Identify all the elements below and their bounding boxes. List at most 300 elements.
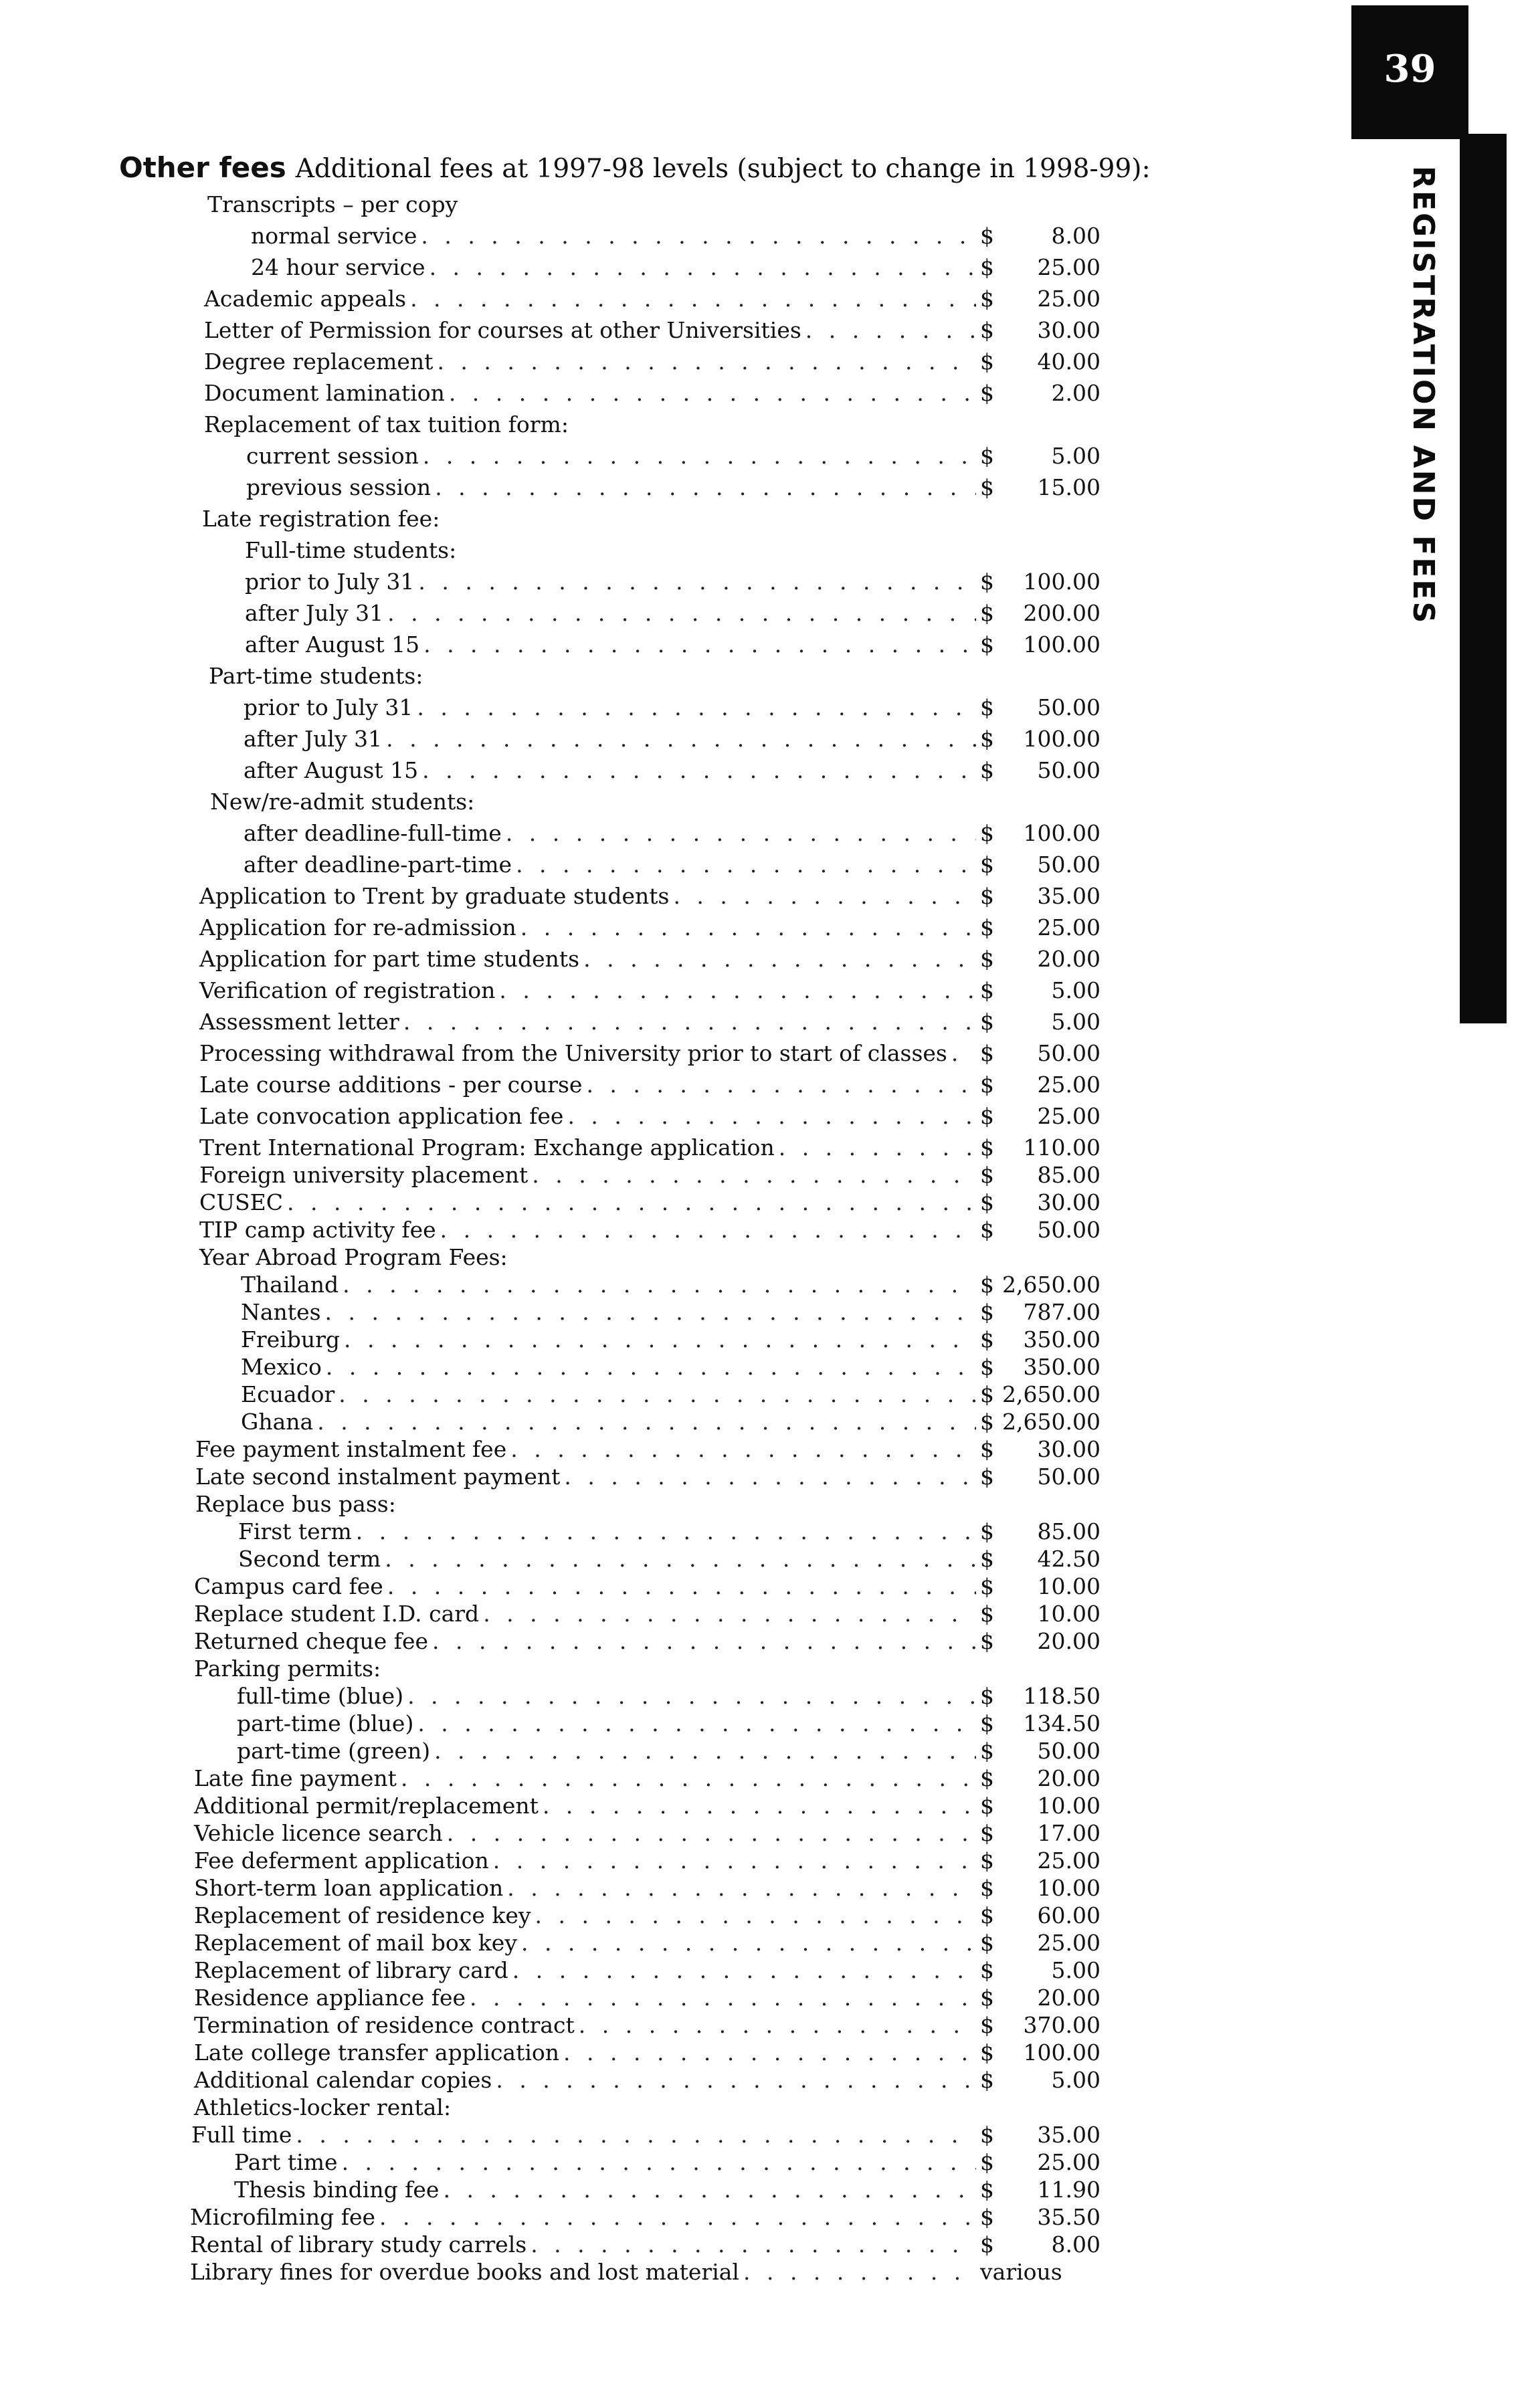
fee-amount: 30.00 [1037, 1189, 1101, 1215]
fee-label: prior to July 31 [244, 694, 413, 720]
fee-currency: $ [980, 286, 994, 312]
dot-leader [510, 1436, 976, 1462]
dot-leader [421, 223, 976, 249]
fee-row [195, 1464, 1101, 1490]
fee-group-heading: Transcripts – per copy [207, 191, 458, 217]
fee-amount: 10.00 [1037, 1601, 1101, 1627]
dot-leader [543, 1793, 976, 1819]
fee-amount: 35.00 [1037, 883, 1101, 909]
fee-currency: $ [980, 757, 994, 783]
fee-amount: 5.00 [1051, 1009, 1101, 1035]
fee-amount: 100.00 [1023, 820, 1101, 846]
fee-currency: $ [980, 443, 994, 469]
fee-label: after deadline-full-time [244, 820, 502, 846]
fee-currency: $ [980, 2177, 994, 2203]
fee-label: Ghana [241, 1409, 314, 1435]
fee-amount: 20.00 [1037, 946, 1101, 972]
fee-row [244, 757, 1101, 784]
fee-label: Late college transfer application [194, 2039, 560, 2066]
fee-currency: $ [980, 569, 994, 595]
fee-row [194, 1902, 1101, 1929]
fee-amount: 20.00 [1037, 1628, 1101, 1654]
fee-label: Ecuador [241, 1381, 335, 1407]
fee-row [241, 1381, 1101, 1408]
dot-leader [496, 2067, 976, 2093]
fee-row [238, 1518, 1101, 1545]
fee-amount: 5.00 [1051, 977, 1101, 1003]
fee-row [199, 1072, 1101, 1098]
fee-label: Late fine payment [194, 1765, 397, 1791]
fee-row [191, 2122, 1101, 2148]
fee-row [241, 1299, 1101, 1326]
dot-leader [422, 757, 976, 783]
dot-leader [779, 1134, 976, 1161]
fee-label: TIP camp activity fee [199, 1217, 436, 1243]
fee-row [244, 820, 1101, 847]
dot-leader [483, 1601, 976, 1627]
dot-leader [344, 1326, 976, 1352]
fee-label: after August 15 [245, 631, 420, 658]
dot-leader [317, 1409, 976, 1435]
fee-amount: 50.00 [1037, 851, 1101, 878]
fee-currency: $ [980, 1134, 994, 1161]
fee-label: Late convocation application fee [199, 1103, 564, 1129]
fee-currency: $ [980, 1573, 994, 1599]
dot-leader [521, 1930, 976, 1956]
dot-leader [407, 1683, 976, 1709]
fee-amount: 5.00 [1051, 443, 1101, 469]
fee-label: Additional permit/replacement [194, 1793, 539, 1819]
fee-row [190, 2204, 1101, 2231]
fee-label: Freiburg [241, 1326, 341, 1352]
fee-label: Vehicle licence search [194, 1820, 443, 1846]
fee-amount: 30.00 [1037, 317, 1101, 343]
fee-amount: 50.00 [1037, 694, 1101, 720]
fee-currency: $ [980, 1957, 994, 1983]
fee-label: Short-term loan application [194, 1875, 504, 1901]
fee-row [199, 1134, 1101, 1161]
fee-amount: 25.00 [1037, 1930, 1101, 1956]
fee-row [245, 600, 1101, 627]
fee-amount: 370.00 [1023, 2012, 1101, 2038]
dot-leader [743, 2259, 976, 2285]
fee-currency: $ [980, 883, 994, 909]
fee-row [199, 1009, 1101, 1035]
fee-amount: 15.00 [1037, 474, 1101, 500]
fee-row [237, 1738, 1101, 1765]
fee-amount: 200.00 [1023, 600, 1101, 626]
fee-label: Degree replacement [204, 348, 434, 375]
fee-currency: $ [980, 2012, 994, 2038]
dot-leader [437, 348, 976, 375]
fee-currency: $ [980, 1354, 994, 1380]
fee-label: Trent International Program: Exchange application [199, 1134, 775, 1161]
fee-label: Foreign university placement [199, 1162, 529, 1188]
fee-amount: 100.00 [1023, 726, 1101, 752]
fee-row [194, 1765, 1101, 1792]
fee-group-heading: Year Abroad Program Fees: [199, 1244, 508, 1270]
dot-leader [516, 851, 976, 878]
fee-amount: 30.00 [1037, 1436, 1101, 1462]
dot-leader [343, 1272, 976, 1298]
dot-leader [567, 1103, 976, 1129]
fee-amount: 350.00 [1023, 1354, 1101, 1380]
fee-label: Verification of registration [199, 977, 496, 1003]
fee-label: Additional calendar copies [194, 2067, 492, 2093]
fee-label: prior to July 31 [245, 569, 415, 595]
fee-amount: 25.00 [1037, 286, 1101, 312]
dot-leader [449, 380, 976, 406]
fee-group-heading: New/re-admit students: [210, 789, 475, 815]
dot-leader [423, 443, 976, 469]
fee-label: First term [238, 1518, 352, 1544]
fee-row [194, 2039, 1101, 2066]
fee-currency: $ [980, 1847, 994, 1874]
fee-currency: $ [980, 2122, 994, 2148]
fee-row [237, 1710, 1101, 1737]
fee-label: Thesis binding fee [234, 2177, 440, 2203]
fee-amount: 8.00 [1051, 2231, 1101, 2258]
fee-currency: $ [980, 2067, 994, 2093]
fee-amount: various [980, 2259, 1062, 2285]
fee-row [199, 914, 1101, 941]
dot-leader [387, 1573, 976, 1599]
fee-currency: $ [980, 694, 994, 720]
fee-label: Thailand [241, 1272, 339, 1298]
fee-currency: $ [980, 1436, 994, 1462]
fee-group-heading: Replace bus pass: [195, 1491, 396, 1517]
dot-leader [417, 1710, 976, 1736]
fee-row [194, 1628, 1101, 1655]
fee-amount: 10.00 [1037, 1875, 1101, 1901]
fee-label: CUSEC [199, 1189, 284, 1215]
fee-label: Part time [234, 2149, 338, 2175]
fee-label: Mexico [241, 1354, 322, 1380]
dot-leader [401, 1765, 976, 1791]
fee-group-heading: Part-time students: [209, 663, 423, 689]
fee-currency: $ [980, 1738, 994, 1764]
fee-row [199, 1040, 1101, 1067]
fee-row [204, 348, 1101, 375]
fee-group-heading: Late registration fee: [202, 506, 440, 532]
fee-label: Processing withdrawal from the University prior to start of classes [199, 1040, 947, 1066]
fee-currency: $ [980, 914, 994, 940]
fee-row [246, 474, 1101, 501]
fee-row [234, 2149, 1101, 2176]
fee-amount: 25.00 [1037, 914, 1101, 940]
fee-row [251, 223, 1101, 249]
dot-leader [583, 946, 976, 972]
fee-group-heading: Parking permits: [194, 1656, 381, 1682]
fee-currency: $ [980, 631, 994, 658]
fee-amount: 50.00 [1037, 1738, 1101, 1764]
dot-leader [339, 1381, 976, 1407]
fee-amount: 40.00 [1037, 348, 1101, 375]
fee-amount: 25.00 [1037, 2149, 1101, 2175]
page-number: 39 [1383, 47, 1436, 91]
fee-amount: 2,650.00 [1002, 1409, 1101, 1435]
fee-currency: $ [980, 254, 994, 280]
fee-row [245, 569, 1101, 595]
fee-row [244, 851, 1101, 878]
fee-label: Termination of residence contract [194, 2012, 575, 2038]
fee-row [194, 1875, 1101, 1902]
fee-currency: $ [980, 1546, 994, 1572]
fee-currency: $ [980, 726, 994, 752]
dot-leader [470, 1985, 976, 2011]
fee-currency: $ [980, 2149, 994, 2175]
fee-row [194, 2067, 1101, 2094]
fee-currency: $ [980, 1518, 994, 1544]
fee-row [199, 1217, 1101, 1243]
fee-currency: $ [980, 2204, 994, 2230]
dot-leader [432, 1628, 976, 1654]
dot-leader [535, 1902, 976, 1928]
dot-leader [429, 254, 976, 280]
fee-label: previous session [246, 474, 432, 500]
dot-leader [520, 914, 976, 940]
dot-leader [532, 1162, 976, 1188]
fee-label: Replace student I.D. card [194, 1601, 480, 1627]
dot-leader [410, 286, 976, 312]
fee-label: Microfilming fee [190, 2204, 376, 2230]
fee-row [241, 1326, 1101, 1353]
dot-leader [434, 1738, 976, 1764]
fee-row [241, 1409, 1101, 1435]
fee-label: Assessment letter [199, 1009, 399, 1035]
fee-amount: 20.00 [1037, 1985, 1101, 2011]
fee-currency: $ [980, 1930, 994, 1956]
fee-label: Academic appeals [204, 286, 407, 312]
fee-amount: 100.00 [1023, 2039, 1101, 2066]
fee-label: part-time (green) [237, 1738, 431, 1764]
fee-currency: $ [980, 1162, 994, 1188]
fee-group-heading: Full-time students: [245, 537, 457, 563]
fee-currency: $ [980, 1189, 994, 1215]
fee-currency: $ [980, 474, 994, 500]
fee-currency: $ [980, 380, 994, 406]
fee-currency: $ [980, 1985, 994, 2011]
fee-label: Full time [191, 2122, 292, 2148]
fee-amount: 787.00 [1023, 1299, 1101, 1325]
fee-currency: $ [980, 820, 994, 846]
fee-label: Returned cheque fee [194, 1628, 428, 1654]
fee-row [199, 1162, 1101, 1189]
fee-amount: 60.00 [1037, 1902, 1101, 1928]
fee-row [199, 883, 1101, 910]
fee-amount: 85.00 [1037, 1162, 1101, 1188]
fee-currency: $ [980, 317, 994, 343]
fee-row [244, 694, 1101, 721]
fee-amount: 50.00 [1037, 1040, 1101, 1066]
dot-leader [326, 1354, 976, 1380]
dot-leader [418, 569, 976, 595]
fee-currency: $ [980, 1902, 994, 1928]
fee-amount: 10.00 [1037, 1793, 1101, 1819]
fee-label: full-time (blue) [237, 1683, 404, 1709]
fee-label: Second term [238, 1546, 381, 1572]
fee-label: after July 31 [244, 726, 383, 752]
fee-row [204, 286, 1101, 312]
fee-currency: $ [980, 1040, 994, 1066]
dot-leader [805, 317, 976, 343]
dot-leader [564, 1464, 976, 1490]
fee-label: Rental of library study carrels [190, 2231, 527, 2258]
fee-currency: $ [980, 2039, 994, 2066]
fee-amount: 2.00 [1051, 380, 1101, 406]
fee-row [199, 977, 1101, 1004]
dot-leader [579, 2012, 976, 2038]
fee-amount: 5.00 [1051, 2067, 1101, 2093]
dot-leader [287, 1189, 976, 1215]
fee-row [195, 1436, 1101, 1463]
fee-currency: $ [980, 1820, 994, 1846]
dot-leader [447, 1820, 976, 1846]
dot-leader [506, 820, 976, 846]
fee-currency: $ [980, 1103, 994, 1129]
fee-row [238, 1546, 1101, 1573]
fee-currency: $ [980, 1875, 994, 1901]
fee-label: Application for re-admission [199, 914, 516, 940]
fee-label: 24 hour service [251, 254, 425, 280]
fee-amount: 50.00 [1037, 1464, 1101, 1490]
fee-currency: $ [980, 223, 994, 249]
dot-leader [417, 694, 976, 720]
fee-row [190, 2259, 1101, 2286]
dot-leader [325, 1299, 976, 1325]
fee-amount: 110.00 [1023, 1134, 1101, 1161]
fee-currency: $ [980, 1381, 994, 1407]
fee-row [199, 1189, 1101, 1216]
fee-amount: 42.50 [1037, 1546, 1101, 1572]
fee-amount: 50.00 [1037, 1217, 1101, 1243]
fee-row [194, 2012, 1101, 2039]
fee-currency: $ [980, 946, 994, 972]
fee-row [199, 1103, 1101, 1130]
fee-row [194, 1601, 1101, 1627]
heading-title: Other fees [119, 151, 286, 184]
fee-amount: 134.50 [1023, 1710, 1101, 1736]
fee-label: Fee deferment application [194, 1847, 489, 1874]
fee-amount: 20.00 [1037, 1765, 1101, 1791]
fee-label: Late second instalment payment [195, 1464, 561, 1490]
fee-label: Replacement of residence key [194, 1902, 531, 1928]
fee-amount: 25.00 [1037, 1072, 1101, 1098]
fee-currency: $ [980, 1217, 994, 1243]
fee-label: Application to Trent by graduate students [199, 883, 670, 909]
heading-subtitle: Additional fees at 1997-98 levels (subject to change in 1998-99): [295, 154, 1151, 184]
fee-amount: 11.90 [1037, 2177, 1101, 2203]
fee-amount: 25.00 [1037, 254, 1101, 280]
dot-leader [493, 1847, 976, 1874]
fee-currency: $ [980, 1009, 994, 1035]
fee-label: Letter of Permission for courses at other Universities [204, 317, 801, 343]
fee-row [194, 1793, 1101, 1819]
fee-row [251, 254, 1101, 281]
fee-row [241, 1354, 1101, 1381]
fee-row [237, 1683, 1101, 1710]
fee-currency: $ [980, 1326, 994, 1352]
fee-currency: $ [980, 1409, 994, 1435]
fee-currency: $ [980, 1299, 994, 1325]
dot-leader [403, 1009, 976, 1035]
fee-label: Fee payment instalment fee [195, 1436, 507, 1462]
fee-amount: 118.50 [1023, 1683, 1101, 1709]
dot-leader [507, 1875, 976, 1901]
fee-currency: $ [980, 1765, 994, 1791]
fee-amount: 10.00 [1037, 1573, 1101, 1599]
fee-row [194, 1820, 1101, 1847]
fee-label: Campus card fee [194, 1573, 383, 1599]
dot-leader [387, 600, 976, 626]
fee-label: Document lamination [204, 380, 445, 406]
dot-leader [423, 631, 976, 658]
fee-currency: $ [980, 2231, 994, 2258]
fee-currency: $ [980, 1072, 994, 1098]
dot-leader [342, 2149, 976, 2175]
fee-label: Replacement of mail box key [194, 1930, 517, 1956]
fee-amount: 17.00 [1037, 1820, 1101, 1846]
fee-row [245, 631, 1101, 658]
fee-label: after August 15 [244, 757, 419, 783]
fee-row [244, 726, 1101, 752]
fee-label: Nantes [241, 1299, 321, 1325]
fee-amount: 350.00 [1023, 1326, 1101, 1352]
fee-amount: 100.00 [1023, 569, 1101, 595]
dot-leader [563, 2039, 976, 2066]
fee-row [194, 1985, 1101, 2011]
fee-row [234, 2177, 1101, 2203]
dot-leader [296, 2122, 976, 2148]
fee-amount: 5.00 [1051, 1957, 1101, 1983]
dot-leader [673, 883, 976, 909]
fee-label: Application for part time students [199, 946, 580, 972]
dot-leader [440, 1217, 976, 1243]
fee-row [194, 1930, 1101, 1956]
fee-currency: $ [980, 600, 994, 626]
fee-row [241, 1272, 1101, 1298]
dot-leader [531, 2231, 976, 2258]
fee-label: Replacement of library card [194, 1957, 508, 1983]
fee-amount: 50.00 [1037, 757, 1101, 783]
dot-leader [435, 474, 976, 500]
section-title: REGISTRATION AND FEES [1406, 166, 1440, 625]
fee-label: current session [246, 443, 419, 469]
fee-currency: $ [980, 348, 994, 375]
fee-amount: 25.00 [1037, 1847, 1101, 1874]
fee-amount: 2,650.00 [1002, 1272, 1101, 1298]
fee-amount: 35.50 [1037, 2204, 1101, 2230]
fee-currency: $ [980, 1628, 994, 1654]
dot-leader [499, 977, 976, 1003]
fee-row [194, 1847, 1101, 1874]
fee-label: Residence appliance fee [194, 1985, 466, 2011]
fee-row [194, 1573, 1101, 1600]
fee-currency: $ [980, 851, 994, 878]
dot-leader [443, 2177, 976, 2203]
fee-currency: $ [980, 1464, 994, 1490]
fee-amount: 35.00 [1037, 2122, 1101, 2148]
fee-currency: $ [980, 977, 994, 1003]
dot-leader [385, 1546, 976, 1572]
fee-row [199, 946, 1101, 973]
fee-currency: $ [980, 1272, 994, 1298]
fee-amount: 8.00 [1051, 223, 1101, 249]
fee-amount: 85.00 [1037, 1518, 1101, 1544]
fee-amount: 100.00 [1023, 631, 1101, 658]
fee-label: Library fines for overdue books and lost material [190, 2259, 739, 2285]
fee-amount: 2,650.00 [1002, 1381, 1101, 1407]
